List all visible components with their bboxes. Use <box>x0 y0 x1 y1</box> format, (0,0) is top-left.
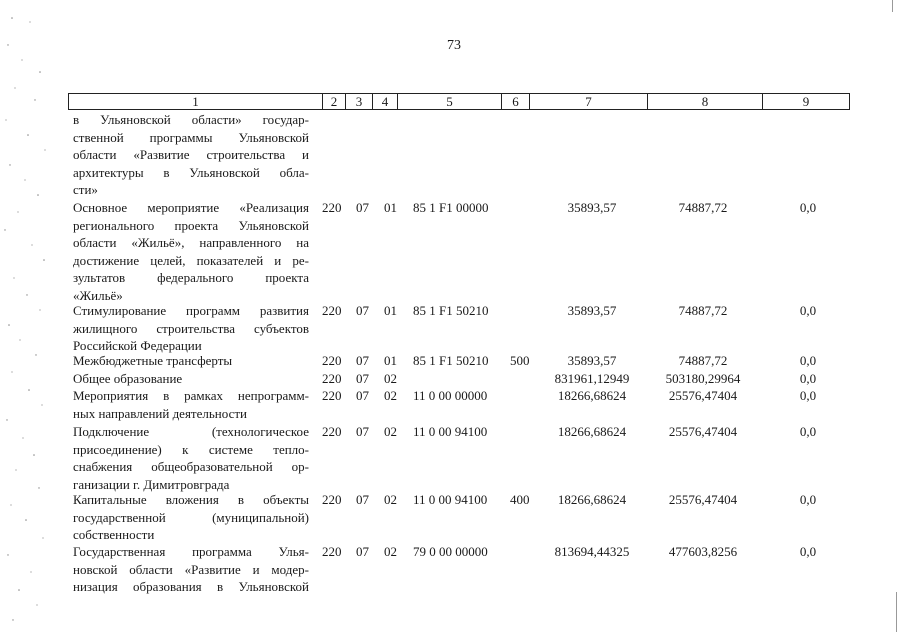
cell-target-article: 11 0 00 00000 <box>413 388 488 403</box>
cell-amount-8: 25576,47404 <box>668 492 738 507</box>
header-cell-7: 7 <box>530 94 648 109</box>
cell-amount-7: 813694,44325 <box>554 544 630 559</box>
cell-amount-8: 25576,47404 <box>668 388 738 403</box>
cell-amount-7: 18266,68624 <box>557 424 627 439</box>
cell-amount-7: 35893,57 <box>567 200 617 215</box>
header-cell-6: 6 <box>502 94 530 109</box>
cell-subsection: 01 <box>384 353 397 368</box>
row-name <box>73 370 309 388</box>
row-name-line: государственной (муниципальной) <box>73 509 309 525</box>
table-header <box>68 93 850 110</box>
page-number: 73 <box>447 38 461 53</box>
header-cell-2: 2 <box>323 94 346 109</box>
cell-admin: 220 <box>322 353 342 368</box>
cell-subsection: 02 <box>384 492 397 507</box>
cell-amount-9: 0,0 <box>799 424 817 439</box>
header-cell-4: 4 <box>373 94 398 109</box>
row-name-line: Государственная программа Улья- <box>73 544 309 559</box>
cell-subsection: 02 <box>384 388 397 403</box>
row-name-line: ных направлений деятельности <box>73 405 247 421</box>
cell-expense-type: 400 <box>510 492 530 507</box>
cell-expense-type: 500 <box>510 353 530 368</box>
row-name-line: Стимулирование программ развития <box>73 303 309 318</box>
row-name <box>73 199 309 304</box>
header-cell-5: 5 <box>398 94 502 109</box>
row-name-line: ганизации г. Димитровграда <box>73 476 230 492</box>
cell-subsection: 02 <box>384 371 397 386</box>
cell-admin: 220 <box>322 544 342 559</box>
row-name-line: зультатов федерального проекта <box>73 270 309 285</box>
cell-target-article: 85 1 F1 50210 <box>413 303 489 318</box>
row-name <box>73 423 309 493</box>
row-name-line: Подключение (технологическое <box>73 424 309 439</box>
cell-amount-9: 0,0 <box>799 303 817 318</box>
row-name-line: Общее образование <box>73 371 183 386</box>
cell-amount-9: 0,0 <box>799 544 817 559</box>
cell-amount-7: 18266,68624 <box>557 388 627 403</box>
row-name <box>73 111 309 199</box>
cell-section: 07 <box>356 371 369 386</box>
row-name-line: собственности <box>73 527 155 542</box>
cell-section: 07 <box>356 303 369 318</box>
cell-target-article: 11 0 00 94100 <box>413 492 488 507</box>
row-name-line: в Ульяновской области» государ- <box>73 112 309 127</box>
row-name-line: Российской Федерации <box>73 338 202 353</box>
row-name-line: «Жильё» <box>73 287 123 303</box>
cell-amount-9: 0,0 <box>799 353 817 368</box>
cell-amount-8: 74887,72 <box>678 303 728 318</box>
cell-subsection: 02 <box>384 424 397 439</box>
row-name-line: снабжения общеобразовательной ор- <box>73 459 309 474</box>
row-name-line: ственной программы Ульяновской <box>73 129 309 145</box>
cell-subsection: 01 <box>384 200 397 215</box>
row-name-line: регионального проекта Ульяновской <box>73 217 309 233</box>
cell-admin: 220 <box>322 424 342 439</box>
cell-amount-8: 503180,29964 <box>665 371 741 386</box>
cell-target-article: 11 0 00 94100 <box>413 424 488 439</box>
cell-admin: 220 <box>322 200 342 215</box>
row-name <box>73 543 309 596</box>
cell-amount-9: 0,0 <box>799 492 817 507</box>
cell-subsection: 02 <box>384 544 397 559</box>
row-name-line: Мероприятия в рамках непрограмм- <box>73 388 309 403</box>
header-cell-8: 8 <box>648 94 763 109</box>
cell-target-article: 85 1 F1 00000 <box>413 200 489 215</box>
cell-amount-7: 35893,57 <box>567 303 617 318</box>
row-name-line: Основное мероприятие «Реализация <box>73 200 309 215</box>
cell-amount-7: 831961,12949 <box>554 371 630 386</box>
row-name <box>73 352 309 370</box>
row-name <box>73 491 309 544</box>
cell-target-article: 85 1 F1 50210 <box>413 353 489 368</box>
cell-subsection: 01 <box>384 303 397 318</box>
cell-section: 07 <box>356 544 369 559</box>
crop-mark-bottom-right <box>896 592 897 632</box>
cell-amount-8: 74887,72 <box>678 353 728 368</box>
row-name <box>73 387 309 422</box>
cell-target-article: 79 0 00 00000 <box>413 544 488 559</box>
row-name-line: присоединение) к системе тепло- <box>73 441 309 457</box>
cell-admin: 220 <box>322 492 342 507</box>
cell-section: 07 <box>356 200 369 215</box>
row-name-line: новской области «Развитие и модер- <box>73 561 309 577</box>
row-name-line: области «Развитие строительства и <box>73 147 309 162</box>
cell-amount-9: 0,0 <box>799 371 817 386</box>
row-name-line: сти» <box>73 182 98 197</box>
crop-mark-top-right <box>892 0 893 12</box>
cell-section: 07 <box>356 424 369 439</box>
cell-section: 07 <box>356 492 369 507</box>
header-cell-9: 9 <box>802 94 810 109</box>
header-cell-1: 1 <box>69 94 323 109</box>
row-name-line: низация образования в Ульяновской <box>73 579 309 594</box>
cell-amount-8: 74887,72 <box>678 200 728 215</box>
cell-section: 07 <box>356 388 369 403</box>
cell-amount-8: 25576,47404 <box>668 424 738 439</box>
cell-admin: 220 <box>322 388 342 403</box>
row-name-line: жилищного строительства субъектов <box>73 320 309 336</box>
cell-amount-8: 477603,8256 <box>668 544 738 559</box>
cell-admin: 220 <box>322 303 342 318</box>
cell-amount-7: 18266,68624 <box>557 492 627 507</box>
cell-section: 07 <box>356 353 369 368</box>
cell-amount-9: 0,0 <box>799 200 817 215</box>
header-cell-3: 3 <box>346 94 373 109</box>
row-name-line: области «Жильё», направленного на <box>73 235 309 250</box>
row-name <box>73 302 309 355</box>
cell-admin: 220 <box>322 371 342 386</box>
row-name-line: Межбюджетные трансферты <box>73 353 233 368</box>
cell-amount-9: 0,0 <box>799 388 817 403</box>
row-name-line: Капитальные вложения в объекты <box>73 492 309 507</box>
scan-noise <box>0 0 60 640</box>
row-name-line: архитектуры в Ульяновской обла- <box>73 164 309 180</box>
cell-amount-7: 35893,57 <box>567 353 617 368</box>
row-name-line: достижение целей, показателей и ре- <box>73 252 309 268</box>
